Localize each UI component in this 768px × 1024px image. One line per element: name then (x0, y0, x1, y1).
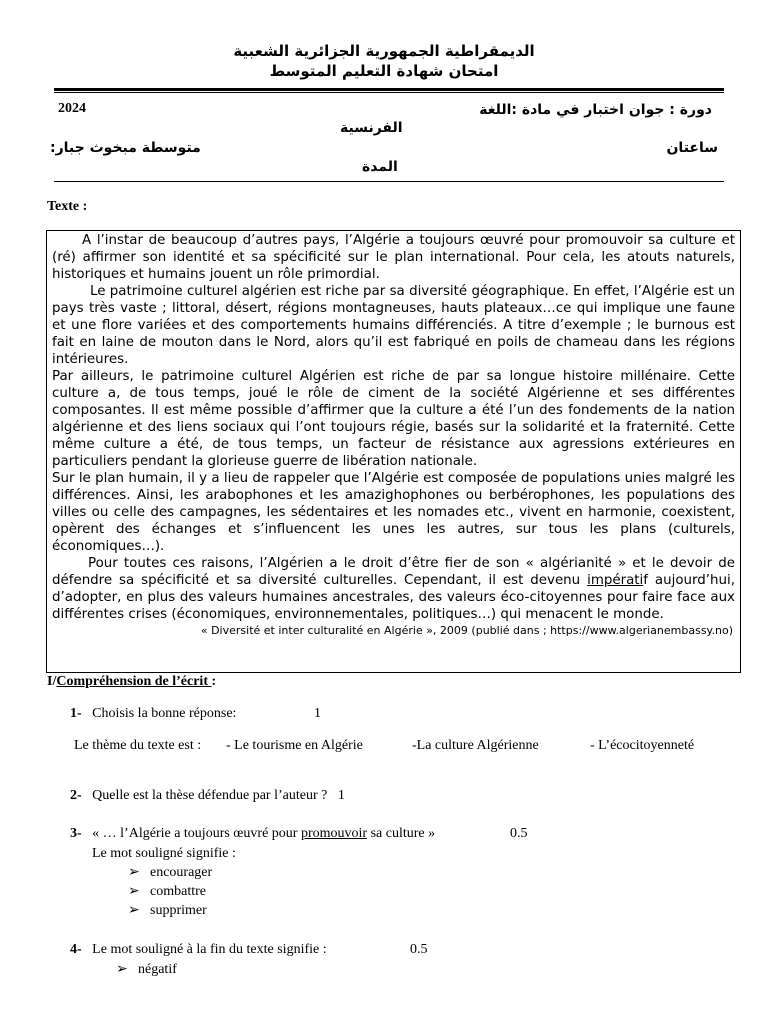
question-4-number: 4- (70, 942, 82, 957)
text-source: « Diversité et inter culturalité en Algérie », 2009 (publié dans ; https://www.algerianembassy.no) (200, 624, 733, 637)
arrow-bullet-icon: ➢ (128, 903, 140, 918)
arrow-bullet-icon: ➢ (128, 884, 140, 899)
exam-duration-label: المدة (362, 159, 398, 175)
question-4-text: Le mot souligné à la fin du texte signifie : (92, 942, 327, 957)
text-p5-end: f aujourd’hui, d’adopter, en plus des valeurs humaines ancestrales, des valeurs éco-citoyennes pour faire face aux différentes crises (économiques, environnementales, politiques…) qui menacent le monde. (52, 573, 735, 622)
text-underlined-word: impérati (587, 573, 644, 588)
question-1-text: Choisis la bonne réponse: (92, 706, 237, 721)
theme-option-ecocitizenship[interactable]: - L’écocitoyenneté (590, 738, 695, 753)
question-4 (70, 942, 327, 958)
option-label: négatif (138, 962, 177, 977)
question-2 (70, 788, 345, 804)
exam-school: متوسطة مبخوث جبار: (50, 140, 201, 156)
header-divider-thin (54, 92, 724, 93)
question-4-score: 0.5 (410, 942, 428, 957)
theme-option-tourism[interactable]: - Le tourisme en Algérie (226, 738, 363, 753)
question-3-subprompt: Le mot souligné signifie : (92, 846, 236, 861)
text-paragraph-1: A l’instar de beaucoup d’autres pays, l’Algérie a toujours œuvré pour promouvoir sa culture et (ré) affirmer son identité et sa spécificité sur le plan international. Pour cela, les atouts naturels, historiques et humains jouent un rôle primordial. (52, 233, 735, 282)
option-label: encourager (150, 865, 213, 880)
text-paragraph-2: Le patrimoine culturel algérien est riche par sa diversité géographique. En effet, l’Algérie est un pays très vaste ; littoral, désert, régions montagneuses, hauts plateaux…ce qui implique une faune et une flore variées et des comportements humains différenciés. A titre d’exemple ; le burnous est fait en laine de mouton dans le Nord, alors qu’il est fabriqué en poils de chameau dans les régions intérieures. (52, 284, 735, 367)
arrow-bullet-icon: ➢ (128, 865, 140, 880)
section-title-text: Compréhension de l’écrit (56, 674, 212, 689)
question-3-text-start: « … l’Algérie a toujours œuvré pour (92, 826, 301, 841)
header-exam-title: امتحان شهادة التعليم المتوسط (269, 62, 499, 80)
section-title (47, 674, 216, 690)
exam-duration-value: ساعتان (666, 140, 718, 156)
question-2-score: 1 (337, 788, 345, 803)
question-3-score: 0.5 (510, 826, 528, 841)
exam-year: 2024 (58, 101, 86, 116)
exam-language: الفرنسية (340, 120, 403, 136)
question-3-underlined-word: promouvoir (300, 826, 368, 841)
arrow-bullet-icon: ➢ (116, 962, 128, 977)
question-2-text: Quelle est la thèse défendue par l’auteur ? (92, 788, 328, 803)
texte-label: Texte : (47, 199, 88, 214)
text-paragraph-5 (52, 555, 735, 623)
option-label: combattre (150, 884, 206, 899)
question-3-option-2[interactable] (128, 883, 206, 900)
question-3 (70, 826, 435, 842)
question-1-score: 1 (314, 706, 321, 721)
question-3-text-end: sa culture » (367, 826, 436, 841)
question-3-number: 3- (70, 826, 82, 841)
info-divider (54, 181, 724, 182)
question-3-option-1[interactable] (128, 864, 212, 881)
section-suffix: : (211, 674, 217, 689)
question-2-number: 2- (70, 788, 82, 803)
theme-label: Le thème du texte est : (74, 738, 202, 753)
question-1-number: 1- (70, 706, 82, 721)
exam-session: دورة : جوان اختبار في مادة :اللغة (479, 102, 712, 118)
reading-text-box (46, 230, 741, 673)
text-paragraph-4: Sur le plan humain, il y a lieu de rappeler que l’Algérie est composée de populations unies malgré les différences. Ainsi, les arabophones et les amazighophones ou berbérophones, les populations des villes ou celle des campagnes, les sédentaires et les nomades etc., vivent en harmonie, coexistent, opèrent des échanges et s’influencent les unes les autres, sur tous les plans (culturels, économiques…). (52, 471, 735, 554)
header-republic: الديمقراطية الجمهورية الجزائرية الشعبية (233, 42, 535, 60)
question-1 (70, 706, 236, 722)
theme-option-culture[interactable]: -La culture Algérienne (412, 738, 539, 753)
question-4-option-1[interactable] (116, 961, 177, 978)
header-divider-thick (54, 88, 724, 91)
section-prefix: I/ (47, 674, 57, 689)
option-label: supprimer (150, 903, 207, 918)
text-paragraph-3: Par ailleurs, le patrimoine culturel Algérien est riche de par sa longue histoire millénaire. Cette culture a, de tous temps, joué le rôle de ciment de la société Algérienne et ses différentes composantes. Il est même possible d’affirmer que la culture a été l’un des fondements de la nation algérienne et des liens sociaux qui l’ont toujours régie, basés sur la solidarité et la fraternité. Cette même culture a été, de tous temps, un facteur de résistance aux agressions extérieures en particuliers pendant la glorieuse guerre de libération nationale. (52, 369, 735, 469)
question-3-option-3[interactable] (128, 902, 207, 919)
text-p5-start: Pour toutes ces raisons, l’Algérien a le droit d’être fier de son « algérianité » et le devoir de défendre sa spécificité et sa diversité culturelles. Cependant, il est devenu (52, 556, 735, 588)
